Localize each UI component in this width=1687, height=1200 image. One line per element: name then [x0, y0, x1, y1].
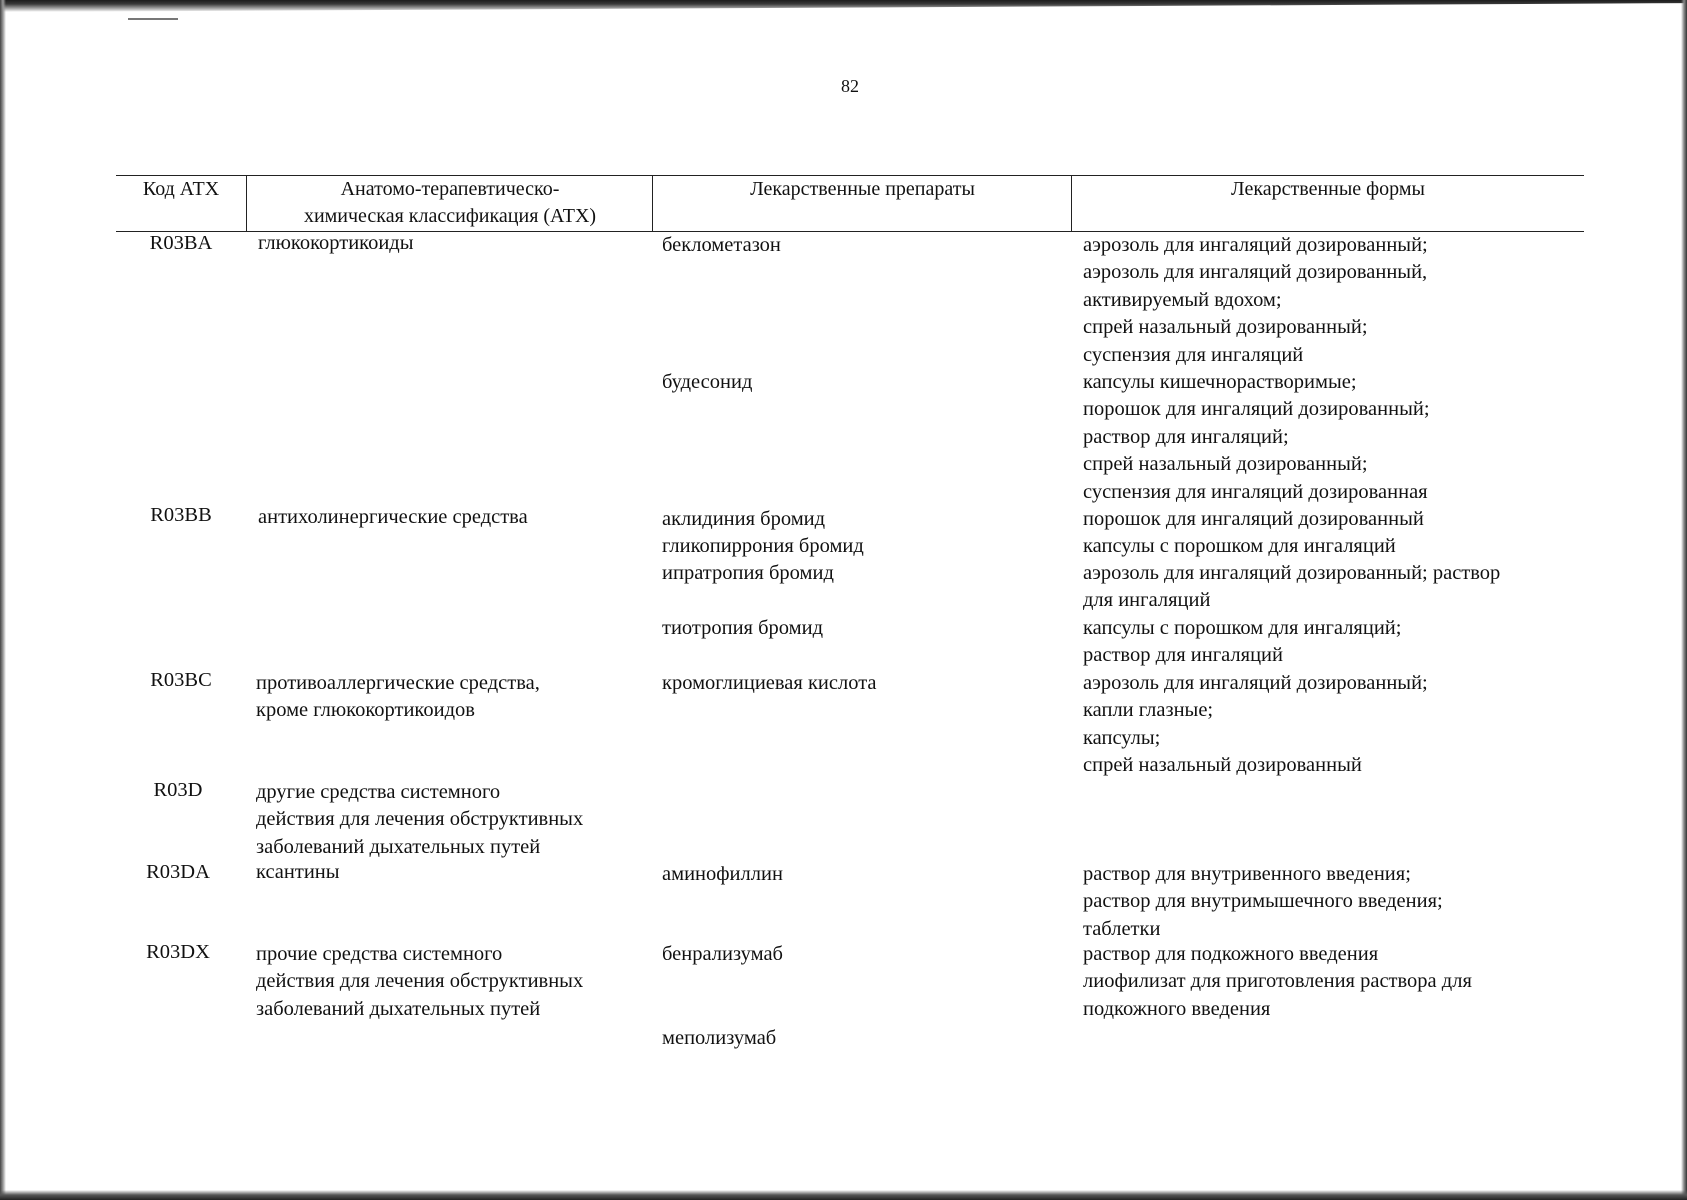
classification-line: заболеваний дыхательных путей	[256, 835, 541, 858]
dosage-form-line: капсулы кишечнорастворимые;	[1083, 371, 1357, 393]
atc-code: R03BC	[150, 669, 212, 691]
dosage-forms	[1083, 369, 1430, 506]
scan-edge-top	[0, 0, 1687, 12]
dosage-forms	[1083, 615, 1401, 670]
classification-line: кроме глюкокортикоидов	[256, 699, 475, 722]
header-divider	[246, 175, 247, 231]
dosage-form-line: раствор для внутримышечного введения;	[1083, 890, 1443, 913]
atc-code: R03D	[153, 779, 203, 801]
dosage-form-line: аэрозоль для ингаляций дозированный; раствор	[1083, 562, 1501, 584]
dosage-form-line: аэрозоль для ингаляций дозированный,	[1083, 261, 1428, 284]
scan-mark	[128, 18, 178, 20]
drug-name: аклидиния бромид	[662, 508, 826, 530]
dosage-form-line: спрей назальный дозированный;	[1083, 316, 1368, 339]
atc-classification	[256, 941, 583, 1023]
dosage-form-line: порошок для ингаляций дозированный;	[1083, 398, 1430, 421]
dosage-form-line: аэрозоль для ингаляций дозированный;	[1083, 672, 1428, 694]
header-drugs: Лекарственные препараты	[750, 178, 975, 200]
drug-name: будесонид	[662, 371, 753, 393]
dosage-form-line: спрей назальный дозированный	[1083, 754, 1362, 777]
dosage-form-line: суспензия для ингаляций	[1083, 343, 1304, 366]
dosage-form-line: суспензия для ингаляций дозированная	[1083, 480, 1428, 503]
dosage-forms	[1083, 232, 1428, 369]
dosage-form-line: раствор для подкожного введения	[1083, 943, 1379, 965]
scan-edge-right	[1681, 0, 1687, 1200]
dosage-form-line: спрей назальный дозированный;	[1083, 453, 1368, 476]
classification-line: другие средства системного	[256, 781, 501, 803]
dosage-form-line: подкожного введения	[1083, 997, 1271, 1020]
scan-edge-bottom	[0, 1190, 1687, 1200]
dosage-form-line: капли глазные;	[1083, 699, 1214, 722]
atc-classification: антихолинергические средства	[258, 506, 528, 528]
atc-classification: глюкокортикоиды	[258, 232, 414, 254]
dosage-form-line: раствор для внутривенного введения;	[1083, 863, 1411, 885]
dosage-form-line: активируемый вдохом;	[1083, 288, 1282, 311]
drug-name: беклометазон	[662, 234, 781, 256]
dosage-form-line: лиофилизат для приготовления раствора для	[1083, 970, 1472, 993]
header-classification-line: химическая классификация (АТХ)	[303, 205, 597, 227]
header-divider	[652, 175, 653, 231]
header-classification-line: Анатомо-терапевтическо-	[340, 178, 560, 200]
dosage-form-line: таблетки	[1083, 917, 1161, 940]
dosage-form-line: капсулы;	[1083, 726, 1161, 749]
header-code: Код АТХ	[142, 178, 220, 200]
classification-line: прочие средства системного	[256, 943, 503, 965]
atc-code: R03BB	[150, 504, 212, 526]
dosage-form-line: раствор для ингаляций;	[1083, 425, 1289, 448]
atc-code: R03DX	[146, 941, 210, 963]
dosage-forms	[1083, 941, 1472, 1023]
drug-name: кромоглициевая кислота	[662, 672, 877, 694]
scan-edge-left	[0, 0, 6, 1200]
drug-name: аминофиллин	[662, 863, 783, 885]
header-divider	[1071, 175, 1072, 231]
dosage-form-line: порошок для ингаляций дозированный	[1083, 508, 1424, 530]
atc-classification	[256, 779, 583, 861]
dosage-forms	[1083, 560, 1500, 615]
drug-name: гликопиррония бромид	[662, 535, 864, 557]
classification-line: противоаллергические средства,	[256, 672, 540, 694]
header-forms: Лекарственные формы	[1231, 178, 1425, 200]
dosage-form-line: аэрозоль для ингаляций дозированный;	[1083, 234, 1428, 256]
drug-name: меполизумаб	[662, 1027, 777, 1049]
drug-name: бенрализумаб	[662, 943, 783, 965]
classification-line: заболеваний дыхательных путей	[256, 997, 541, 1020]
dosage-form-line: раствор для ингаляций	[1083, 644, 1283, 667]
dosage-forms	[1083, 861, 1443, 943]
dosage-forms	[1083, 670, 1428, 780]
header-classification	[248, 176, 652, 230]
atc-classification: ксантины	[256, 861, 340, 883]
dosage-form-line: капсулы с порошком для ингаляций	[1083, 535, 1396, 557]
dosage-form-line: капсулы с порошком для ингаляций;	[1083, 617, 1402, 639]
page-number: 82	[841, 76, 859, 96]
atc-code: R03DA	[146, 861, 210, 883]
dosage-form-line: для ингаляций	[1083, 589, 1211, 612]
classification-line: действия для лечения обструктивных	[256, 808, 584, 831]
drug-name: тиотропия бромид	[662, 617, 824, 639]
atc-classification	[256, 670, 540, 725]
classification-line: действия для лечения обструктивных	[256, 970, 584, 993]
drug-name: ипратропия бромид	[662, 562, 834, 584]
atc-code: R03BA	[149, 232, 213, 254]
